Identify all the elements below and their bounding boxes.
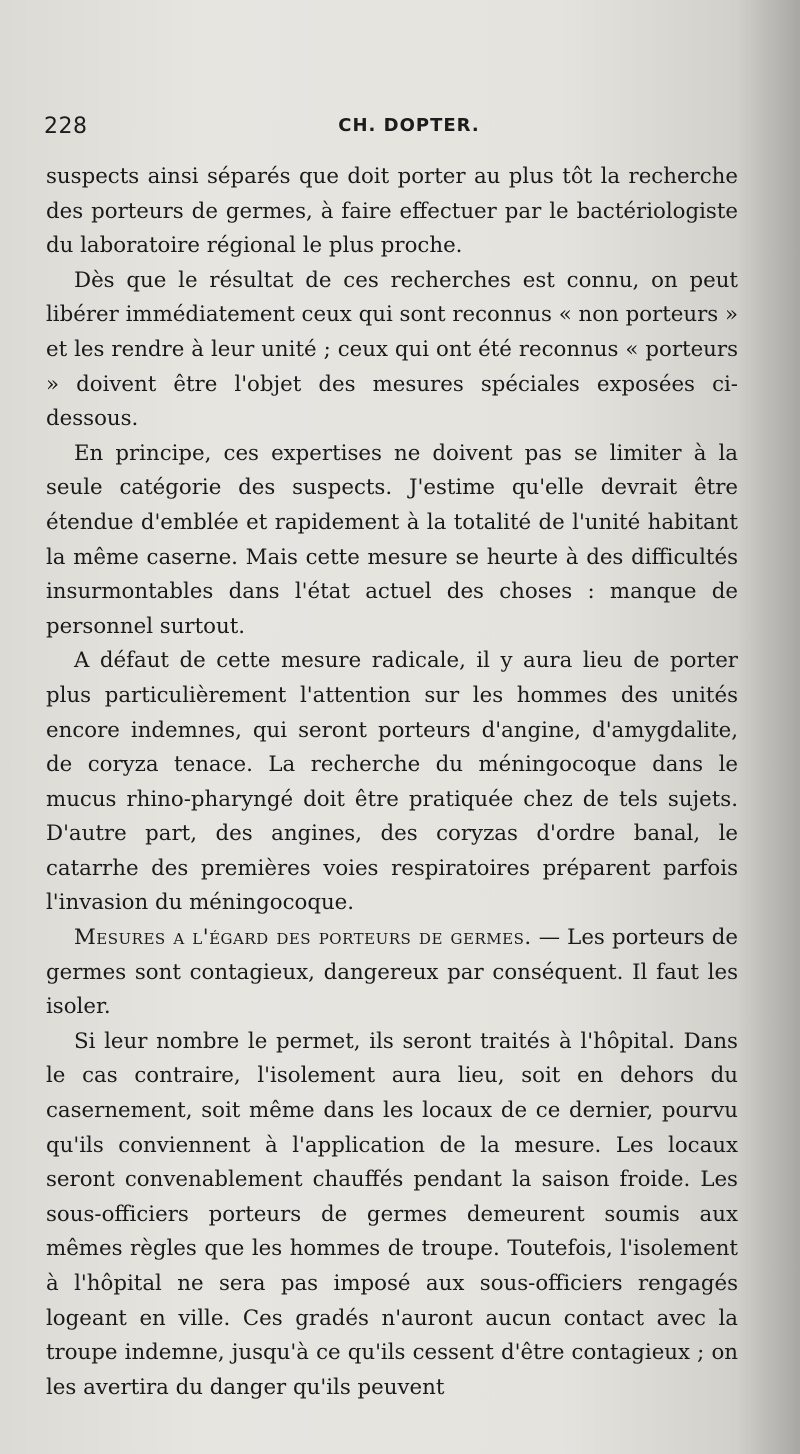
running-head: CH. DOPTER. [338,115,480,136]
paragraph-5-text: — Les porteurs de germes sont contagieux, dangereux par conséquent. Il faut les isoler. [46,925,738,1020]
paragraph-2: Dès que le résultat de ces recherches est connu, on peut libérer immédiatement ceux qui sont reconnus « non porteurs » et les rendre à leur unité ; ceux qui ont été reconnus « porteurs » doivent être l'objet des mesures spéciales exposées ci-dessous. [46,267,738,432]
paragraph-4: A défaut de cette mesure radicale, il y aura lieu de porter plus particulièrement l'attention sur les hommes des unités encore indemnes, qui seront porteurs d'angine, d'amygdalite, de coryza tenace. La recherche du méningocoque dans le mucus rhino-pharyngé doit être pratiquée chez de tels sujets. D'autre part, des angines, des coryzas d'ordre banal, le catarrhe des premières voies respiratoires préparent parfois l'invasion du méningocoque. [46,648,738,916]
paragraph-5 [46,921,738,1025]
paragraph-3: En principe, ces expertises ne doivent pas se limiter à la seule catégorie des suspects. J'estime qu'elle devrait être étendue d'emblée et rapidement à la totalité de l'unité habitant la même caserne. Mais cette mesure se heurte à des difficultés insurmontables dans l'état actuel des choses : manque de personnel surtout. [46,440,738,639]
paragraph-1: suspects ainsi séparés que doit porter au plus tôt la recherche des porteurs de germes, à faire effectuer par le bactériologiste du laboratoire régional le plus proche. [46,164,738,259]
paragraph-6: Si leur nombre le permet, ils seront traités à l'hôpital. Dans le cas contraire, l'isolement aura lieu, soit en dehors du casernement, soit même dans les locaux de ce dernier, pourvu qu'ils conviennent à l'application de la mesure. Les locaux seront convenablement chauffés pendant la saison froide. Les sous-officiers porteurs de germes demeurent soumis aux mêmes règles que les hommes de troupe. Toutefois, l'isolement à l'hôpital ne sera pas imposé aux sous-officiers rengagés logeant en ville. Ces gradés n'auront aucun contact avec la troupe indemne, jusqu'à ce qu'ils cessent d'être contagieux ; on les avertira du danger qu'ils peuvent [46,1028,738,1400]
section-heading: Mesures a l'égard des porteurs de germes. [74,925,532,951]
body-text [46,160,738,1405]
page-number: 228 [44,114,88,139]
page-header [44,114,734,148]
